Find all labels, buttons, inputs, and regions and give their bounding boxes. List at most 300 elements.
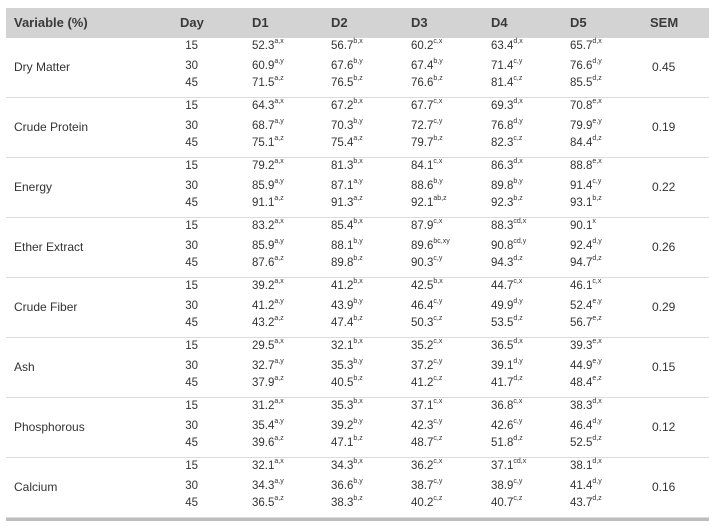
significance-superscript: d,x	[513, 158, 523, 166]
value-number: 65.7	[570, 40, 593, 52]
table-row	[6, 196, 709, 211]
value-cell-d5	[570, 399, 602, 414]
value-number: 89.6	[411, 240, 434, 252]
significance-superscript: b,x	[353, 278, 363, 286]
value-number: 84.1	[411, 160, 434, 172]
sem-value: 0.16	[652, 480, 676, 494]
significance-superscript: x	[592, 218, 596, 226]
significance-superscript: a,z	[274, 435, 284, 443]
significance-superscript: c,y	[513, 478, 523, 486]
value-cell-d3	[411, 99, 442, 114]
value-cell-d4	[491, 159, 523, 174]
value-cell-d5	[570, 159, 602, 174]
value-cell-d1	[252, 339, 284, 354]
value-number: 35.4	[252, 420, 275, 432]
significance-superscript: b,z	[353, 435, 363, 443]
day-cell: 15	[185, 220, 198, 232]
significance-superscript: b,y	[353, 238, 363, 246]
significance-superscript: c,z	[433, 435, 443, 443]
value-number: 38.7	[411, 480, 434, 492]
value-number: 85.9	[252, 180, 275, 192]
header-d1: D1	[252, 15, 269, 30]
value-cell-d3	[411, 419, 442, 434]
significance-superscript: b,z	[353, 315, 363, 323]
value-number: 46.4	[411, 300, 434, 312]
significance-superscript: d,x	[513, 98, 523, 106]
significance-superscript: d,x	[513, 38, 523, 46]
value-number: 47.1	[331, 437, 354, 449]
table-row	[6, 119, 709, 134]
value-number: 89.8	[331, 257, 354, 269]
significance-superscript: d,z	[592, 75, 602, 83]
value-number: 56.7	[570, 317, 593, 329]
value-cell-d4	[491, 436, 523, 451]
significance-superscript: c,x	[433, 218, 443, 226]
value-cell-d3	[411, 376, 442, 391]
value-cell-d1	[252, 436, 284, 451]
sem-value: 0.45	[652, 60, 676, 74]
significance-superscript: d,z	[513, 375, 523, 383]
value-cell-d1	[252, 299, 284, 314]
value-cell-d1	[252, 76, 284, 91]
value-number: 32.1	[252, 460, 275, 472]
significance-superscript: c,y	[433, 358, 443, 366]
significance-superscript: a,y	[274, 358, 284, 366]
value-cell-d3	[411, 256, 442, 271]
value-number: 39.2	[252, 280, 275, 292]
value-number: 87.6	[252, 257, 275, 269]
value-cell-d2	[331, 399, 363, 414]
value-number: 41.4	[570, 480, 593, 492]
value-number: 67.2	[331, 100, 354, 112]
significance-superscript: d,x	[592, 38, 602, 46]
value-number: 92.1	[411, 197, 434, 209]
table-row	[6, 99, 709, 114]
significance-superscript: a,x	[274, 338, 284, 346]
table-row	[6, 376, 709, 391]
value-number: 50.3	[411, 317, 434, 329]
nutrient-digestibility-table	[6, 8, 709, 518]
value-cell-d5	[570, 359, 602, 374]
value-cell-d2	[331, 119, 363, 134]
significance-superscript: a,z	[274, 315, 284, 323]
significance-superscript: a,x	[274, 278, 284, 286]
value-cell-d4	[491, 136, 522, 151]
significance-superscript: a,y	[274, 118, 284, 126]
significance-superscript: ab,z	[433, 195, 447, 203]
value-cell-d4	[491, 459, 526, 474]
table-group	[6, 38, 709, 98]
value-cell-d2	[331, 316, 363, 331]
value-number: 36.8	[491, 400, 514, 412]
value-cell-d3	[411, 436, 442, 451]
value-cell-d1	[252, 196, 284, 211]
sem-value: 0.12	[652, 420, 676, 434]
significance-superscript: a,y	[274, 298, 284, 306]
value-number: 49.9	[491, 300, 514, 312]
table-row	[6, 399, 709, 414]
significance-superscript: e,x	[592, 98, 602, 106]
value-cell-d2	[331, 376, 363, 391]
value-cell-d1	[252, 59, 284, 74]
value-cell-d1	[252, 279, 284, 294]
value-cell-d3	[411, 339, 442, 354]
significance-superscript: d,z	[513, 435, 523, 443]
significance-superscript: c,y	[592, 178, 602, 186]
significance-superscript: d,x	[592, 458, 602, 466]
value-cell-d5	[570, 419, 602, 434]
table-group	[6, 158, 709, 218]
value-number: 76.8	[491, 120, 514, 132]
value-number: 36.5	[252, 497, 275, 509]
value-number: 76.6	[570, 60, 593, 72]
table-group	[6, 398, 709, 458]
value-number: 89.8	[491, 180, 514, 192]
significance-superscript: c,x	[513, 278, 523, 286]
significance-superscript: c,x	[433, 398, 443, 406]
day-cell: 45	[185, 317, 198, 329]
significance-superscript: bc,xy	[433, 238, 450, 246]
value-cell-d2	[331, 76, 363, 91]
value-cell-d5	[570, 279, 601, 294]
day-cell: 45	[185, 377, 198, 389]
value-number: 79.2	[252, 160, 275, 172]
value-cell-d3	[411, 399, 442, 414]
value-number: 52.3	[252, 40, 275, 52]
value-cell-d2	[331, 196, 363, 211]
significance-superscript: b,x	[353, 98, 363, 106]
value-number: 91.4	[570, 180, 593, 192]
value-number: 37.1	[491, 460, 514, 472]
value-number: 83.2	[252, 220, 275, 232]
significance-superscript: b,x	[353, 458, 363, 466]
significance-superscript: cd,x	[513, 218, 527, 226]
value-cell-d3	[411, 76, 443, 91]
significance-superscript: a,z	[274, 135, 284, 143]
day-cell: 15	[185, 40, 198, 52]
significance-superscript: e,y	[592, 358, 602, 366]
day-cell: 45	[185, 137, 198, 149]
value-cell-d2	[331, 419, 363, 434]
value-cell-d1	[252, 99, 284, 114]
value-number: 70.3	[331, 120, 354, 132]
value-cell-d3	[411, 479, 442, 494]
value-cell-d2	[331, 299, 363, 314]
value-cell-d2	[331, 39, 363, 54]
significance-superscript: b,x	[353, 398, 363, 406]
table-header-row	[6, 8, 709, 38]
value-number: 46.1	[570, 280, 593, 292]
value-number: 67.7	[411, 100, 434, 112]
variable-name: Phosphorous	[14, 420, 85, 434]
value-number: 92.4	[570, 240, 593, 252]
value-number: 40.2	[411, 497, 434, 509]
value-cell-d2	[331, 239, 363, 254]
sem-value: 0.15	[652, 360, 676, 374]
table-row	[6, 159, 709, 174]
table-row	[6, 459, 709, 474]
value-cell-d3	[411, 179, 443, 194]
variable-name: Crude Protein	[14, 120, 89, 134]
value-number: 76.5	[331, 77, 354, 89]
value-number: 35.3	[331, 360, 354, 372]
value-cell-d2	[331, 496, 363, 511]
significance-superscript: c,z	[433, 315, 443, 323]
table-group	[6, 458, 709, 518]
significance-superscript: a,y	[274, 418, 284, 426]
day-cell: 30	[185, 420, 198, 432]
value-number: 71.4	[491, 60, 514, 72]
value-number: 79.9	[570, 120, 593, 132]
value-cell-d5	[570, 196, 602, 211]
day-cell: 45	[185, 497, 198, 509]
significance-superscript: d,y	[513, 358, 523, 366]
value-cell-d4	[491, 119, 523, 134]
value-number: 42.3	[411, 420, 434, 432]
value-number: 88.1	[331, 240, 354, 252]
table-body	[6, 38, 709, 518]
value-cell-d4	[491, 496, 522, 511]
value-cell-d5	[570, 459, 602, 474]
significance-superscript: d,z	[592, 435, 602, 443]
value-cell-d5	[570, 219, 596, 234]
significance-superscript: b,y	[353, 358, 363, 366]
value-number: 36.6	[331, 480, 354, 492]
table-row	[6, 219, 709, 234]
significance-superscript: a,x	[274, 398, 284, 406]
value-cell-d2	[331, 136, 363, 151]
value-number: 29.5	[252, 340, 275, 352]
value-cell-d5	[570, 376, 602, 391]
value-number: 56.7	[331, 40, 354, 52]
day-cell: 15	[185, 160, 198, 172]
significance-superscript: d,y	[592, 478, 602, 486]
significance-superscript: a,x	[274, 218, 284, 226]
value-number: 43.2	[252, 317, 275, 329]
value-number: 53.5	[491, 317, 514, 329]
value-number: 90.3	[411, 257, 434, 269]
value-number: 41.2	[252, 300, 275, 312]
value-number: 86.3	[491, 160, 514, 172]
significance-superscript: c,z	[433, 495, 443, 503]
significance-superscript: c,z	[513, 75, 523, 83]
day-cell: 45	[185, 437, 198, 449]
value-number: 42.6	[491, 420, 514, 432]
value-number: 90.8	[491, 240, 514, 252]
significance-superscript: e,z	[592, 375, 602, 383]
value-number: 38.1	[570, 460, 593, 472]
value-number: 35.2	[411, 340, 434, 352]
value-cell-d4	[491, 219, 526, 234]
significance-superscript: a,z	[274, 375, 284, 383]
significance-superscript: d,z	[513, 315, 523, 323]
day-cell: 45	[185, 197, 198, 209]
value-cell-d4	[491, 359, 523, 374]
value-number: 67.6	[331, 60, 354, 72]
value-number: 75.1	[252, 137, 275, 149]
value-number: 79.7	[411, 137, 434, 149]
table-bottom-rule	[6, 518, 709, 521]
day-cell: 15	[185, 280, 198, 292]
significance-superscript: d,y	[592, 58, 602, 66]
value-cell-d5	[570, 59, 602, 74]
value-number: 36.2	[411, 460, 434, 472]
value-cell-d5	[570, 179, 601, 194]
value-cell-d2	[331, 459, 363, 474]
value-number: 39.2	[331, 420, 354, 432]
value-number: 48.4	[570, 377, 593, 389]
value-cell-d1	[252, 136, 284, 151]
value-cell-d2	[331, 339, 363, 354]
day-cell: 15	[185, 460, 198, 472]
value-number: 43.7	[570, 497, 593, 509]
value-cell-d5	[570, 299, 602, 314]
significance-superscript: a,z	[274, 255, 284, 263]
significance-superscript: e,x	[592, 158, 602, 166]
significance-superscript: d,x	[592, 398, 602, 406]
value-number: 76.6	[411, 77, 434, 89]
significance-superscript: c,x	[513, 398, 523, 406]
significance-superscript: d,y	[513, 298, 523, 306]
value-number: 34.3	[252, 480, 275, 492]
table-row	[6, 436, 709, 451]
significance-superscript: b,z	[353, 375, 363, 383]
value-cell-d2	[331, 479, 363, 494]
significance-superscript: a,y	[274, 478, 284, 486]
value-cell-d3	[411, 459, 442, 474]
significance-superscript: b,z	[513, 195, 523, 203]
table-group	[6, 338, 709, 398]
table-row	[6, 136, 709, 151]
significance-superscript: b,z	[592, 195, 602, 203]
value-cell-d2	[331, 179, 363, 194]
significance-superscript: d,y	[592, 238, 602, 246]
significance-superscript: d,z	[592, 135, 602, 143]
significance-superscript: c,x	[433, 458, 443, 466]
value-number: 36.5	[491, 340, 514, 352]
value-cell-d1	[252, 479, 284, 494]
value-cell-d5	[570, 239, 602, 254]
table-row	[6, 39, 709, 54]
value-number: 51.8	[491, 437, 514, 449]
value-cell-d1	[252, 39, 284, 54]
table-row	[6, 316, 709, 331]
sem-value: 0.26	[652, 240, 676, 254]
significance-superscript: c,x	[592, 278, 602, 286]
day-cell: 15	[185, 400, 198, 412]
significance-superscript: c,x	[433, 338, 443, 346]
table-row	[6, 239, 709, 254]
significance-superscript: b,y	[353, 418, 363, 426]
table-row	[6, 59, 709, 74]
value-number: 38.9	[491, 480, 514, 492]
table-group	[6, 218, 709, 278]
value-cell-d3	[411, 279, 443, 294]
header-d2: D2	[331, 15, 348, 30]
variable-name: Energy	[14, 180, 53, 194]
value-cell-d1	[252, 179, 284, 194]
table-row	[6, 359, 709, 374]
value-number: 47.4	[331, 317, 354, 329]
value-number: 41.2	[411, 377, 434, 389]
value-number: 85.9	[252, 240, 275, 252]
value-number: 37.1	[411, 400, 434, 412]
value-number: 44.9	[570, 360, 593, 372]
table-row	[6, 339, 709, 354]
significance-superscript: e,y	[592, 298, 602, 306]
value-number: 60.9	[252, 60, 275, 72]
significance-superscript: cd,y	[513, 238, 527, 246]
value-number: 91.3	[331, 197, 354, 209]
significance-superscript: b,x	[353, 158, 363, 166]
day-cell: 30	[185, 240, 198, 252]
value-number: 43.9	[331, 300, 354, 312]
significance-superscript: b,y	[513, 178, 523, 186]
value-cell-d4	[491, 399, 522, 414]
header-day: Day	[180, 15, 204, 30]
value-cell-d3	[411, 299, 442, 314]
sem-value: 0.22	[652, 180, 676, 194]
value-number: 39.1	[491, 360, 514, 372]
significance-superscript: e,x	[592, 338, 602, 346]
value-number: 32.7	[252, 360, 275, 372]
value-cell-d2	[331, 359, 363, 374]
significance-superscript: a,y	[274, 58, 284, 66]
significance-superscript: a,x	[274, 458, 284, 466]
sem-value: 0.29	[652, 300, 676, 314]
value-cell-d3	[411, 359, 442, 374]
value-cell-d3	[411, 119, 442, 134]
day-cell: 45	[185, 77, 198, 89]
variable-name: Dry Matter	[14, 60, 71, 74]
value-cell-d3	[411, 219, 442, 234]
variable-name: Calcium	[14, 480, 58, 494]
significance-superscript: c,y	[433, 255, 443, 263]
significance-superscript: c,y	[513, 418, 523, 426]
value-number: 82.3	[491, 137, 514, 149]
value-cell-d1	[252, 496, 284, 511]
significance-superscript: c,y	[513, 58, 523, 66]
value-cell-d1	[252, 239, 284, 254]
significance-superscript: b,z	[433, 135, 443, 143]
value-cell-d5	[570, 436, 602, 451]
value-number: 85.4	[331, 220, 354, 232]
significance-superscript: d,z	[592, 255, 602, 263]
significance-superscript: c,y	[433, 298, 443, 306]
value-cell-d4	[491, 196, 523, 211]
significance-superscript: a,x	[274, 158, 284, 166]
value-cell-d4	[491, 256, 523, 271]
value-cell-d3	[411, 239, 450, 254]
significance-superscript: a,y	[353, 178, 363, 186]
value-number: 32.1	[331, 340, 354, 352]
value-cell-d4	[491, 279, 522, 294]
value-number: 92.3	[491, 197, 514, 209]
value-number: 93.1	[570, 197, 593, 209]
value-cell-d2	[331, 159, 363, 174]
value-cell-d3	[411, 59, 443, 74]
value-cell-d1	[252, 459, 284, 474]
significance-superscript: b,z	[433, 75, 443, 83]
significance-superscript: d,y	[592, 418, 602, 426]
value-cell-d3	[411, 316, 442, 331]
value-number: 39.6	[252, 437, 275, 449]
day-cell: 30	[185, 120, 198, 132]
value-cell-d1	[252, 159, 284, 174]
significance-superscript: b,x	[353, 338, 363, 346]
significance-superscript: d,y	[513, 118, 523, 126]
value-cell-d5	[570, 76, 602, 91]
